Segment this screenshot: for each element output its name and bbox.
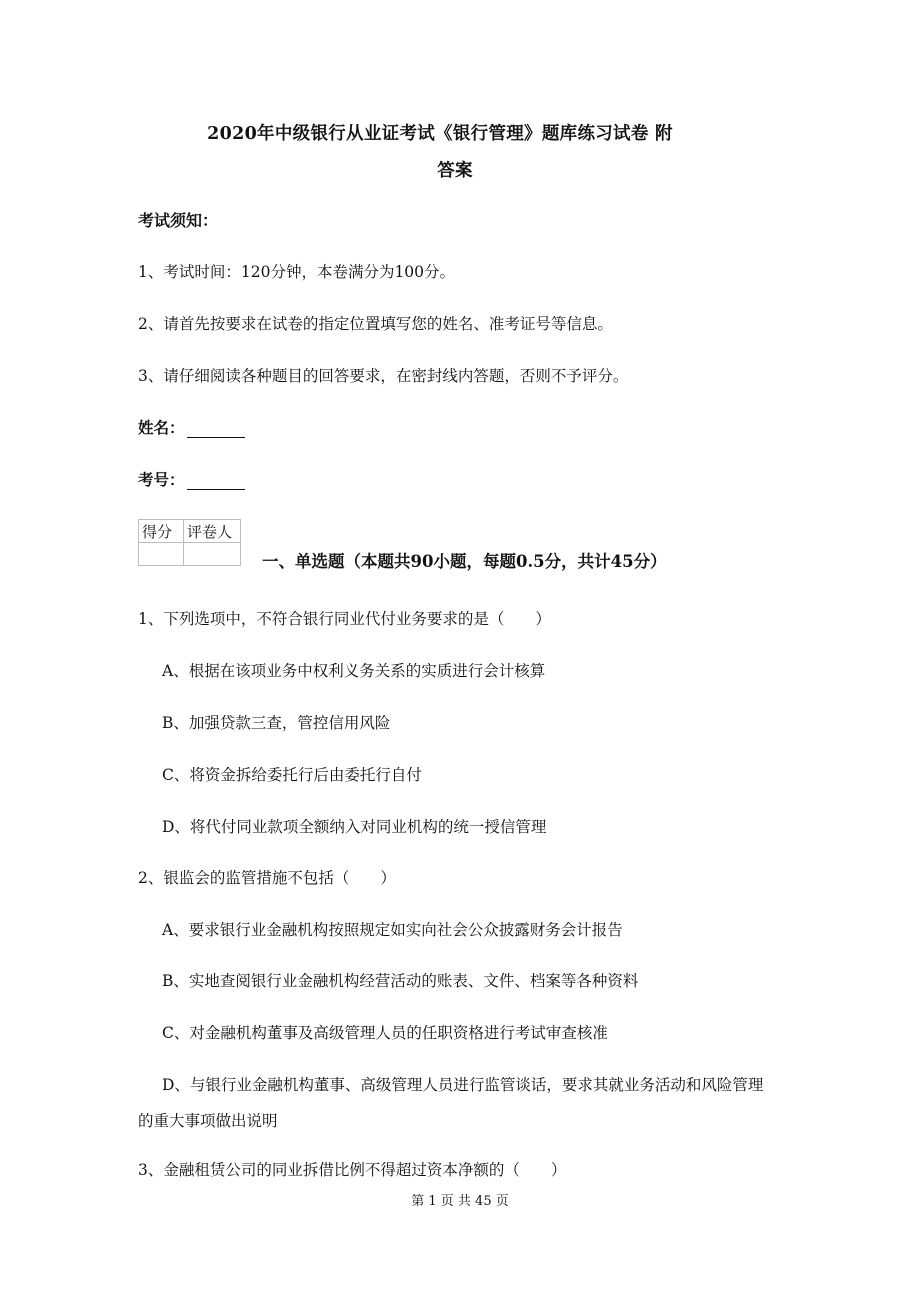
question-2-option-a: A、要求银行业金融机构按照规定如实向社会公众披露财务会计报告 [162,921,623,939]
question-2-option-b: B、实地查阅银行业金融机构经营活动的账表、文件、档案等各种资料 [162,972,639,990]
question-3: 3、金融租赁公司的同业拆借比例不得超过资本净额的（ ） [138,1161,567,1179]
exam-number-label: 考号： [138,470,185,489]
grader-header: 评卷人 [184,520,241,543]
question-1: 1、下列选项中，不符合银行同业代付业务要求的是（ ） [138,610,551,628]
score-table [138,519,241,566]
document-title-continued: 答案 [437,161,473,181]
page-footer: 第 1 页 共 45 页 [411,1194,509,1209]
name-blank[interactable] [187,423,245,438]
question-2-option-d: D、与银行业金融机构董事、高级管理人员进行监管谈话，要求其就业务活动和风险管理 [162,1076,764,1094]
section-title: 一、单选题（本题共90小题，每题0.5分，共计45分） [262,552,667,571]
score-cell[interactable] [139,543,184,566]
notice-heading: 考试须知： [138,211,219,230]
name-label: 姓名： [138,418,185,437]
exam-number-field[interactable] [138,468,245,490]
score-header: 得分 [139,520,184,543]
document-title: 2020年中级银行从业证考试《银行管理》题库练习试卷 附 [207,124,673,144]
notice-item-1: 1、考试时间：120分钟，本卷满分为100分。 [138,263,456,281]
name-field[interactable] [138,416,245,438]
question-1-option-d: D、将代付同业款项全额纳入对同业机构的统一授信管理 [162,818,547,836]
grader-cell[interactable] [184,543,241,566]
question-1-option-c: C、将资金拆给委托行后由委托行自付 [162,766,422,784]
exam-number-blank[interactable] [187,475,245,490]
question-2-option-d-continuation: 的重大事项做出说明 [138,1112,278,1130]
question-2-option-c: C、对金融机构董事及高级管理人员的任职资格进行考试审查核准 [162,1024,608,1042]
question-1-option-a: A、根据在该项业务中权利义务关系的实质进行会计核算 [162,662,546,680]
notice-item-3: 3、请仔细阅读各种题目的回答要求，在密封线内答题，否则不予评分。 [138,367,629,385]
notice-item-2: 2、请首先按要求在试卷的指定位置填写您的姓名、准考证号等信息。 [138,315,613,333]
question-2: 2、银监会的监管措施不包括（ ） [138,869,396,887]
question-1-option-b: B、加强贷款三查，管控信用风险 [162,714,391,732]
